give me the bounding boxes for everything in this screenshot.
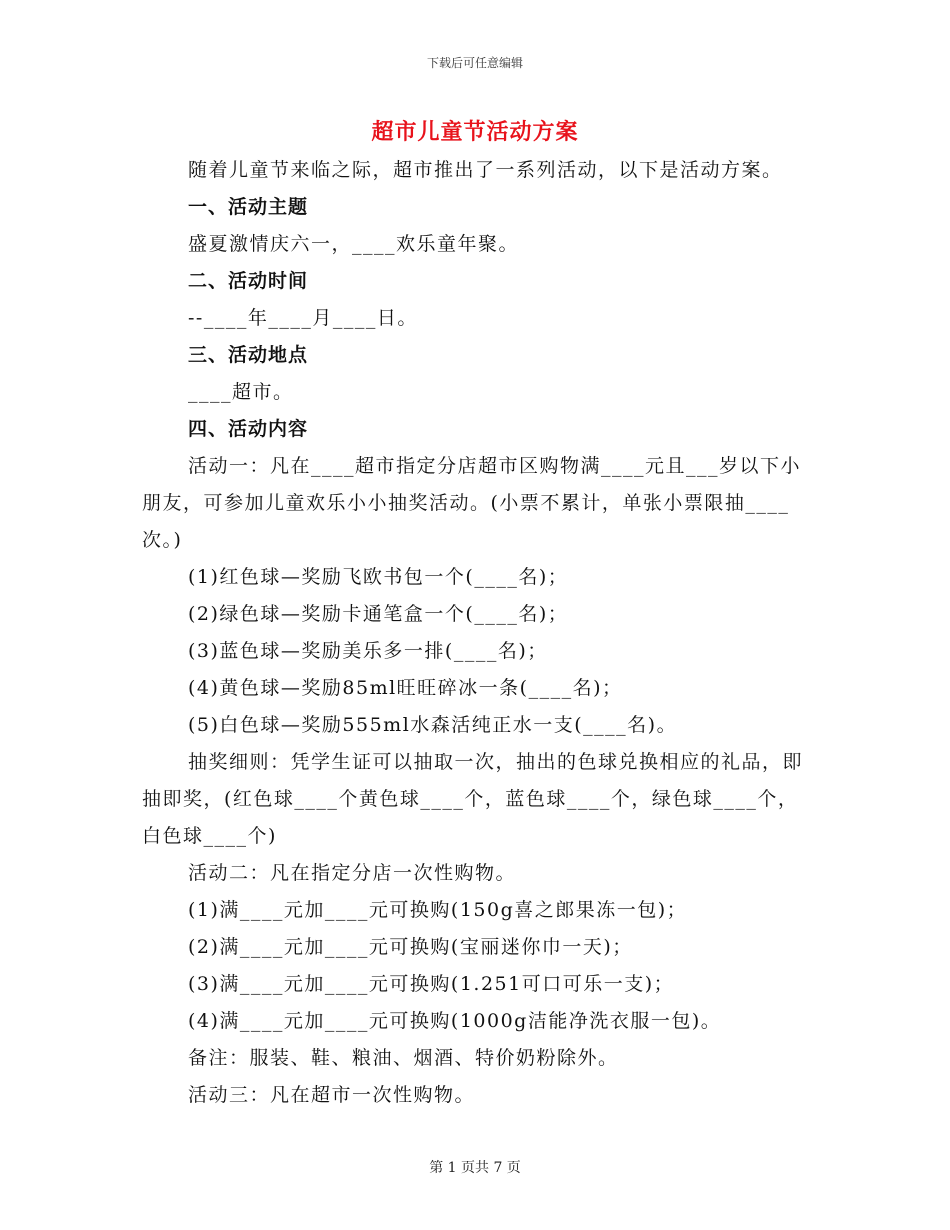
section-heading-location: 三、活动地点 [188,344,309,366]
section-heading-theme: 一、活动主题 [188,196,309,218]
activity-two-paragraph: 活动二：凡在指定分店一次性购物。 [188,862,517,884]
exchange-item-2: (2)满____元加____元可换购(宝丽迷你巾一天)； [188,936,633,958]
prize-item-2: (2)绿色球—奖励卡通笔盒一个(____名)； [188,603,569,625]
time-text: --____年____月____日。 [188,307,418,329]
intro-paragraph: 随着儿童节来临之际，超市推出了一系列活动，以下是活动方案。 [188,159,783,181]
section-heading-time: 二、活动时间 [188,270,309,292]
theme-text: 盛夏激情庆六一，____欢乐童年聚。 [188,233,520,255]
lottery-rules-paragraph: 抽奖细则：凭学生证可以抽取一次，抽出的色球兑换相应的礼品，即抽即奖，(红色球____个黄色球____个，蓝色球____个，绿色球____个，白色球____个) [142,751,804,847]
exchange-item-4: (4)满____元加____元可换购(1000g洁能净洗衣服一包)。 [188,1010,722,1032]
document-body [142,152,810,1114]
activity-one-paragraph: 活动一：凡在____超市指定分店超市区购物满____元且___岁以下小朋友，可参加儿童欢乐小小抽奖活动。(小票不累计，单张小票限抽____次。) [142,455,802,551]
section-heading-content: 四、活动内容 [188,418,309,440]
activity-three-paragraph: 活动三：凡在超市一次性购物。 [188,1084,476,1106]
prize-item-3: (3)蓝色球—奖励美乐多一排(____名)； [188,640,548,662]
prize-item-5: (5)白色球—奖励555ml水森活纯正水一支(____名)。 [188,714,678,736]
exchange-item-3: (3)满____元加____元可换购(1.251可口可乐一支)； [188,973,675,995]
prize-item-1: (1)红色球—奖励飞欧书包一个(____名)； [188,566,569,588]
location-text: ____超市。 [188,381,294,403]
page-header: 下载后可任意编辑 [426,56,523,70]
prize-item-4: (4)黄色球—奖励85ml旺旺碎冰一条(____名)； [188,677,623,699]
remark-paragraph: 备注：服装、鞋、粮油、烟酒、特价奶粉除外。 [188,1047,619,1069]
page-footer: 第 1 页共 7 页 [429,1160,521,1176]
exchange-item-1: (1)满____元加____元可换购(150g喜之郎果冻一包)； [188,899,688,921]
document-title: 超市儿童节活动方案 [371,119,579,145]
